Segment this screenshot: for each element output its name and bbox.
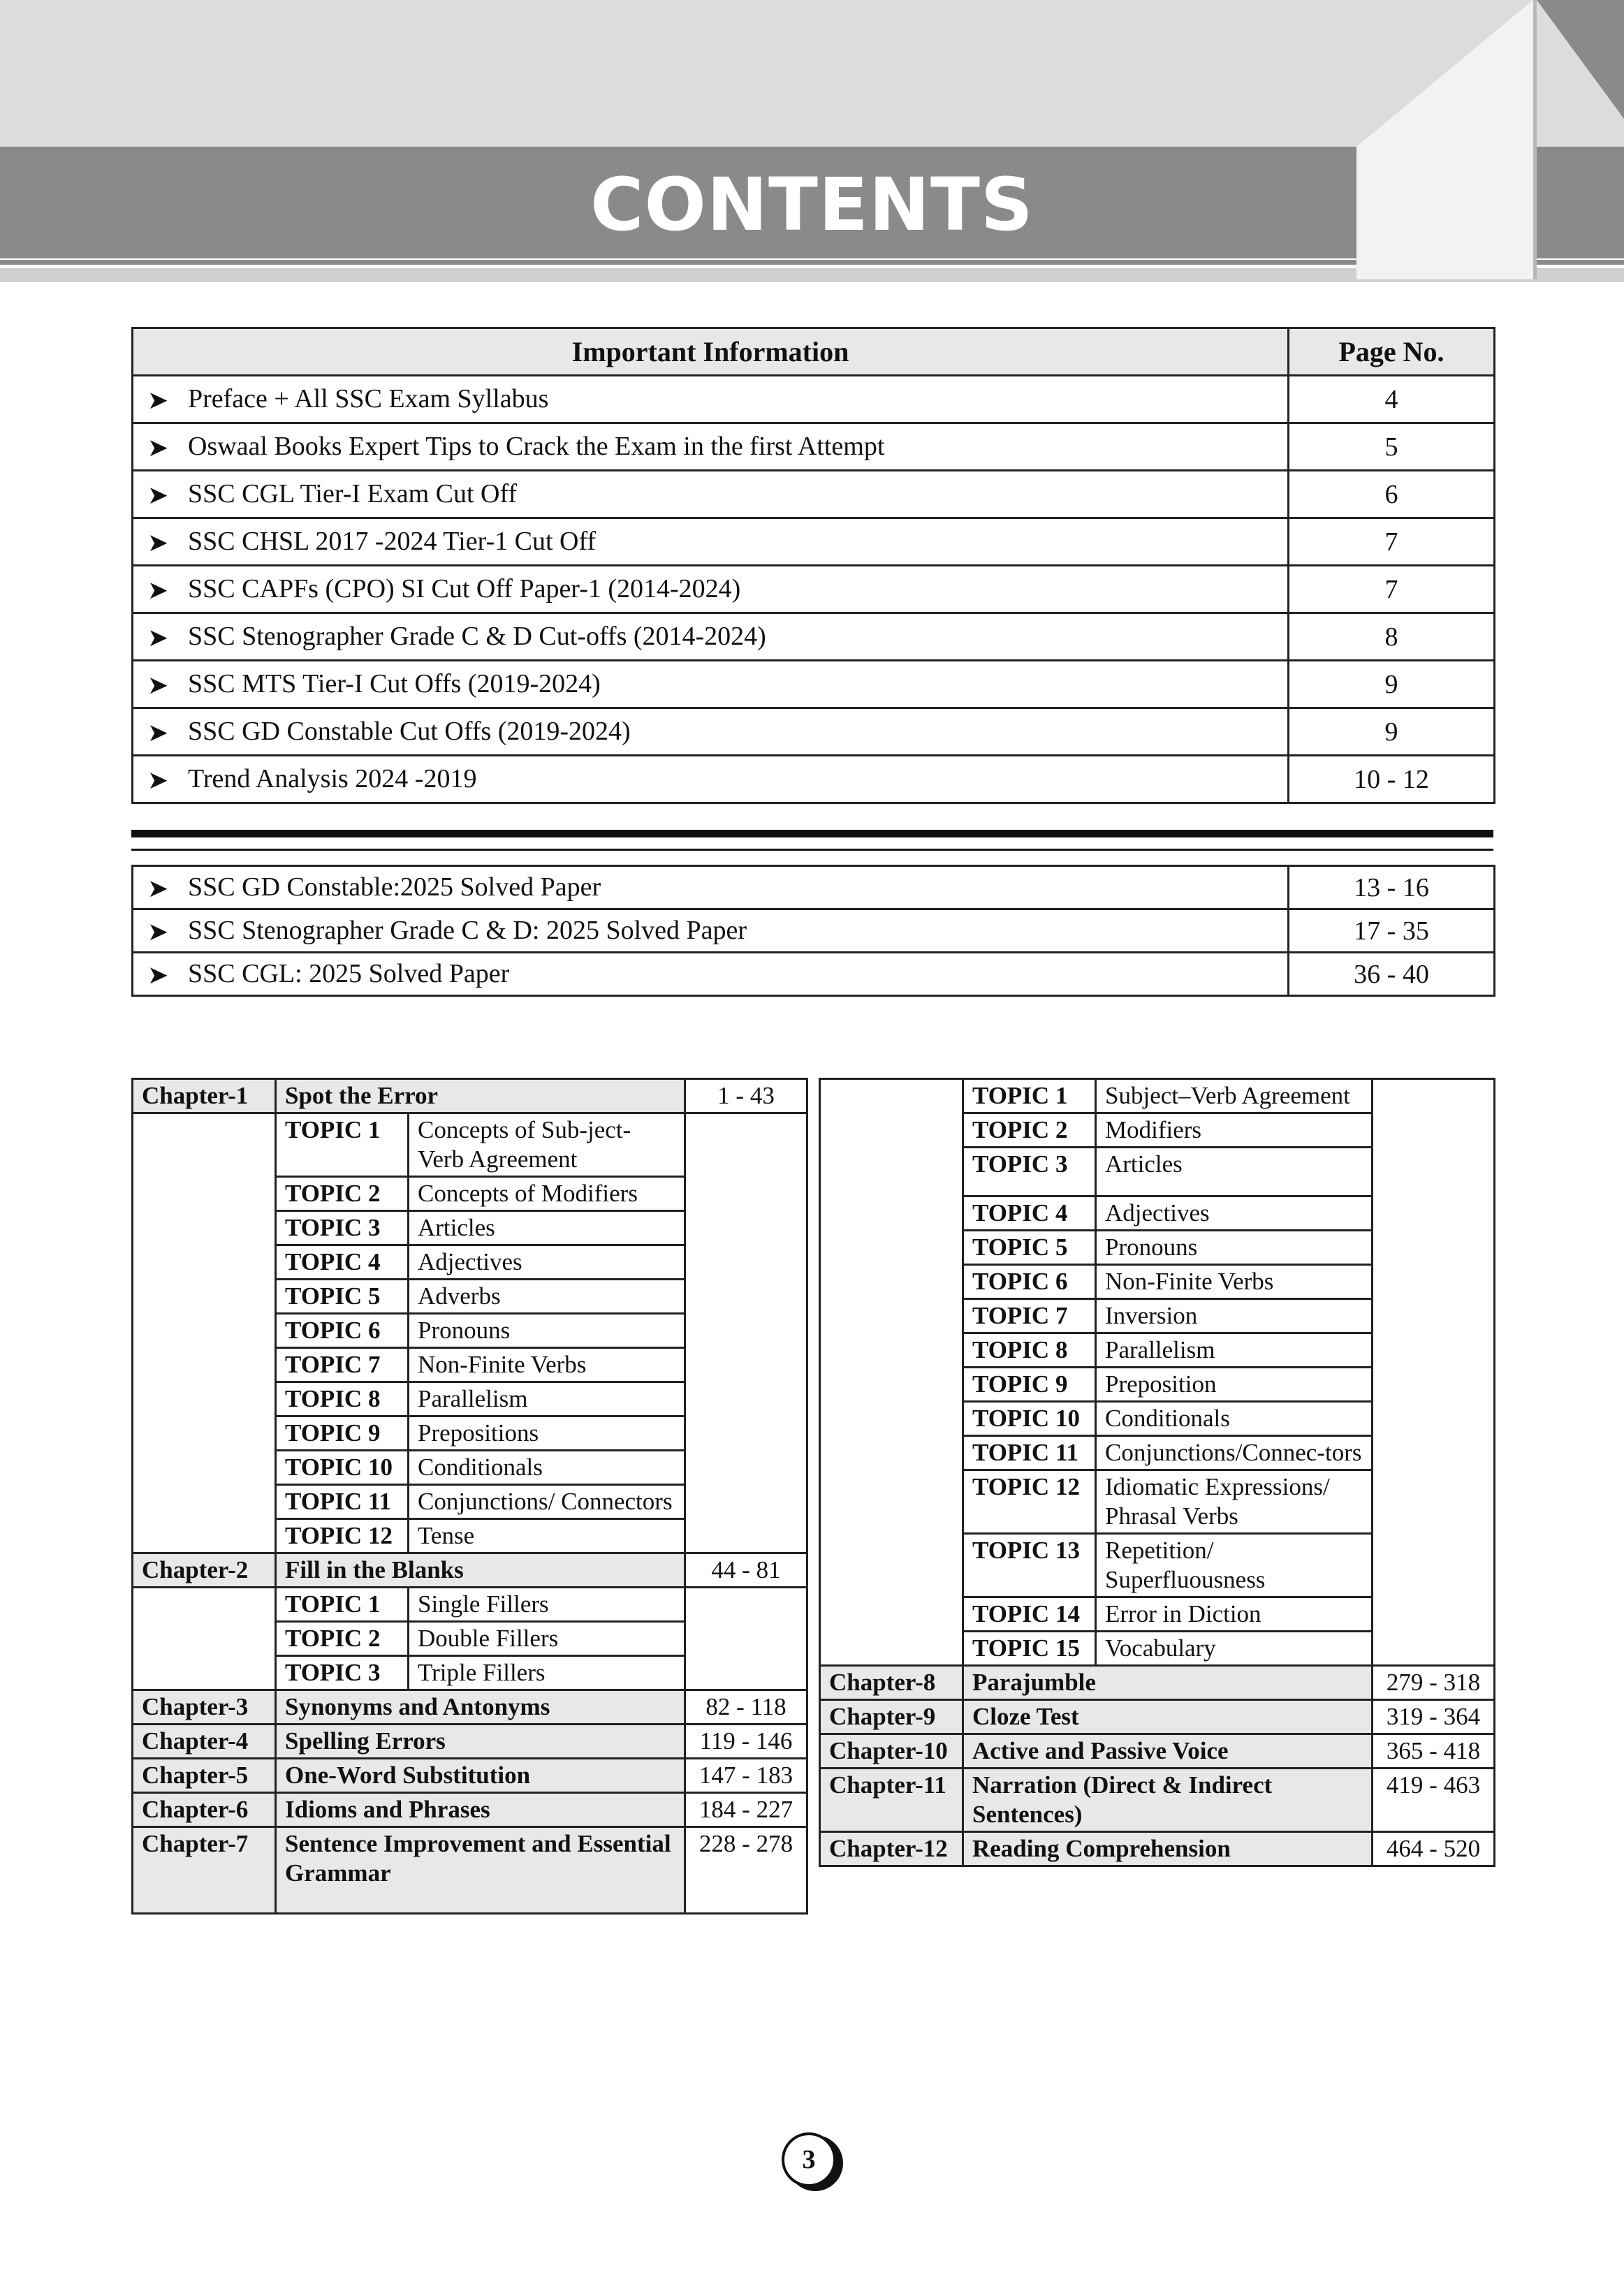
entry-page: 36 - 40 [1289,953,1495,996]
chapter-row [820,1734,1495,1769]
table-row [133,423,1495,471]
table-row [133,953,1495,996]
entry-page: 17 - 35 [1289,909,1495,953]
topic-name: Single Fillers [409,1588,685,1622]
solved-papers-table [131,865,1495,997]
arrowhead-bullet-icon: ➤ [147,671,169,701]
arrowhead-bullet-icon: ➤ [147,874,169,904]
topic-number: TOPIC 9 [276,1416,409,1451]
topic-name: Parallelism [409,1382,685,1416]
chapter-label: Chapter-9 [820,1700,963,1734]
topic-number: TOPIC 10 [276,1451,409,1485]
page-number-badge [782,2132,842,2193]
topic-number: TOPIC 14 [963,1597,1096,1632]
table-row [133,708,1495,756]
entry-page: 7 [1289,566,1495,613]
topic-number: TOPIC 11 [276,1485,409,1519]
topic-row [820,1148,1495,1196]
topic-number: TOPIC 4 [276,1245,409,1280]
chapters-table-left [131,1078,808,1915]
chapter-label: Chapter-4 [133,1725,276,1759]
arrowhead-bullet-icon: ➤ [147,386,169,416]
topic-number: TOPIC 11 [963,1436,1096,1470]
chapter-title: Cloze Test [963,1700,1373,1734]
topic-name: Triple Fillers [409,1656,685,1690]
chapter-title: Spot the Error [276,1079,685,1113]
table-row [133,756,1495,803]
entry-label: Trend Analysis 2024 -2019 [188,763,477,793]
table-row [133,566,1495,613]
topic-name: Adjectives [1096,1196,1373,1231]
topic-name: Adjectives [409,1245,685,1280]
chapter-title: One-Word Substitution [276,1759,685,1793]
chapters-table-right [819,1078,1495,1867]
topic-row [820,1265,1495,1299]
chapter-pages: 82 - 118 [685,1690,807,1725]
chapter-title: Spelling Errors [276,1725,685,1759]
entry-label: SSC MTS Tier-I Cut Offs (2019-2024) [188,668,601,698]
entry-label: SSC GD Constable Cut Offs (2019-2024) [188,716,631,746]
topic-number: TOPIC 7 [276,1348,409,1382]
entry-label: SSC CHSL 2017 -2024 Tier-1 Cut Off [188,526,597,556]
arrowhead-bullet-icon: ➤ [147,576,169,606]
chapter-label: Chapter-5 [133,1759,276,1793]
entry-label: Oswaal Books Expert Tips to Crack the Exam in the first Attempt [188,431,885,461]
topic-row [820,1402,1495,1436]
chapter-row [820,1832,1495,1866]
page-number: 3 [782,2132,836,2187]
topic-row [820,1333,1495,1368]
topic-name: Non-Finite Verbs [1096,1265,1373,1299]
entry-label: Preface + All SSC Exam Syllabus [188,383,549,413]
chapter-label: Chapter-3 [133,1690,276,1725]
topic-number: TOPIC 6 [963,1265,1096,1299]
entry-label: SSC Stenographer Grade C & D: 2025 Solved Paper [188,915,747,945]
topic-name: Modifiers [1096,1113,1373,1148]
topic-name: Pronouns [409,1314,685,1348]
topic-name: Articles [1096,1148,1373,1196]
table-row [133,661,1495,708]
topic-number: TOPIC 5 [963,1231,1096,1265]
topic-row [133,1211,807,1245]
chapter-pages: 1 - 43 [685,1079,807,1113]
arrowhead-bullet-icon: ➤ [147,766,169,796]
divider-thin [131,849,1493,851]
chapter-title: Parajumble [963,1666,1373,1700]
chapter-row [133,1079,807,1113]
entry-page: 6 [1289,471,1495,518]
table-row [133,613,1495,661]
important-information-table [131,327,1495,804]
chapter-row [133,1725,807,1759]
topic-number: TOPIC 12 [276,1519,409,1553]
topic-number: TOPIC 3 [276,1211,409,1245]
chapter-row [133,1553,807,1588]
topic-name: Concepts of Modifiers [409,1177,685,1211]
topic-name: Articles [409,1211,685,1245]
entry-label: SSC CAPFs (CPO) SI Cut Off Paper-1 (2014-2024) [188,573,741,603]
topic-name: Parallelism [1096,1333,1373,1368]
chapter-row [133,1793,807,1827]
chapter-pages: 464 - 520 [1373,1832,1495,1866]
chapter-label: Chapter-7 [133,1827,276,1914]
topic-row [133,1588,807,1622]
chapter-title: Fill in the Blanks [276,1553,685,1588]
entry-label: SSC CGL Tier-I Exam Cut Off [188,478,518,508]
table-header-row [133,328,1495,376]
topic-number: TOPIC 7 [963,1299,1096,1333]
entry-page: 4 [1289,376,1495,423]
chapter-row [133,1759,807,1793]
chapter-pages: 228 - 278 [685,1827,807,1914]
entry-label: SSC CGL: 2025 Solved Paper [188,958,510,988]
topic-number: TOPIC 2 [276,1622,409,1656]
arrowhead-bullet-icon: ➤ [147,529,169,558]
chapter-pages: 319 - 364 [1373,1700,1495,1734]
topic-row [133,1348,807,1382]
topic-number: TOPIC 5 [276,1280,409,1314]
arrowhead-bullet-icon: ➤ [147,481,169,511]
chapter-title: Reading Comprehension [963,1832,1373,1866]
topic-number: TOPIC 1 [963,1079,1096,1113]
topic-name: Conditionals [1096,1402,1373,1436]
topic-row [133,1416,807,1451]
topic-name: Conjunctions/ Connectors [409,1485,685,1519]
topic-number: TOPIC 3 [276,1656,409,1690]
topic-row [133,1280,807,1314]
divider-thick [131,830,1493,837]
topic-row [133,1382,807,1416]
topic-name: Inversion [1096,1299,1373,1333]
chapter-row [133,1690,807,1725]
chapter-title: Sentence Improvement and Essential Grammar [276,1827,685,1914]
topic-name: Repetition/ Superfluousness [1096,1534,1373,1597]
topic-row [820,1299,1495,1333]
entry-page: 10 - 12 [1289,756,1495,803]
topic-row [820,1079,1495,1113]
chapter-label: Chapter-8 [820,1666,963,1700]
topic-name: Error in Diction [1096,1597,1373,1632]
topic-name: Conjunctions/Connec-tors [1096,1436,1373,1470]
topic-row [820,1597,1495,1632]
topic-number: TOPIC 10 [963,1402,1096,1436]
chapter-title: Active and Passive Voice [963,1734,1373,1769]
column-header-information: Important Information [133,328,1289,376]
topic-name: Subject–Verb Agreement [1096,1079,1373,1113]
chapter-pages: 147 - 183 [685,1759,807,1793]
arrowhead-bullet-icon: ➤ [147,961,169,990]
arrowhead-bullet-icon: ➤ [147,624,169,653]
chapter-label: Chapter-11 [820,1769,963,1832]
entry-page: 8 [1289,613,1495,661]
topic-number: TOPIC 6 [276,1314,409,1348]
topic-row [133,1245,807,1280]
entry-page: 7 [1289,518,1495,566]
topic-row [820,1470,1495,1534]
table-row [133,518,1495,566]
topic-name: Preposition [1096,1368,1373,1402]
topic-number: TOPIC 9 [963,1368,1096,1402]
arrowhead-bullet-icon: ➤ [147,719,169,748]
topic-row [133,1451,807,1485]
topic-name: Prepositions [409,1416,685,1451]
table-row [133,909,1495,953]
entry-label: SSC GD Constable:2025 Solved Paper [188,872,601,902]
topic-number: TOPIC 4 [963,1196,1096,1231]
topic-number: TOPIC 8 [276,1382,409,1416]
topic-name: Double Fillers [409,1622,685,1656]
chapter-pages: 44 - 81 [685,1553,807,1588]
entry-label: SSC Stenographer Grade C & D Cut-offs (2014-2024) [188,621,766,651]
topic-number: TOPIC 1 [276,1113,409,1177]
topic-row [133,1656,807,1690]
topic-row [820,1231,1495,1265]
topic-number: TOPIC 8 [963,1333,1096,1368]
chapter-pages: 119 - 146 [685,1725,807,1759]
chapter-label: Chapter-1 [133,1079,276,1113]
topic-name: Concepts of Sub-ject-Verb Agreement [409,1113,685,1177]
chapter-title: Synonyms and Antonyms [276,1690,685,1725]
topic-row [133,1177,807,1211]
topic-row [820,1436,1495,1470]
chapter-title: Idioms and Phrases [276,1793,685,1827]
chapter-row [820,1700,1495,1734]
entry-page: 13 - 16 [1289,866,1495,909]
topic-row [820,1196,1495,1231]
chapter-label: Chapter-10 [820,1734,963,1769]
topic-name: Conditionals [409,1451,685,1485]
topic-number: TOPIC 2 [276,1177,409,1211]
topic-row [820,1368,1495,1402]
entry-page: 9 [1289,708,1495,756]
topic-name: Pronouns [1096,1231,1373,1265]
table-row [133,471,1495,518]
topic-row [133,1622,807,1656]
table-row [133,866,1495,909]
topic-row [133,1519,807,1553]
chapter-pages: 365 - 418 [1373,1734,1495,1769]
topic-number: TOPIC 3 [963,1148,1096,1196]
chapter-pages: 419 - 463 [1373,1769,1495,1832]
chapter-pages: 279 - 318 [1373,1666,1495,1700]
entry-page: 5 [1289,423,1495,471]
table-row [133,376,1495,423]
topic-name: Tense [409,1519,685,1553]
entry-page: 9 [1289,661,1495,708]
topic-number: TOPIC 15 [963,1632,1096,1666]
chapter-label: Chapter-12 [820,1832,963,1866]
chapter-title: Narration (Direct & Indirect Sentences) [963,1769,1373,1832]
chapter-pages: 184 - 227 [685,1793,807,1827]
topic-row [820,1632,1495,1666]
topic-name: Non-Finite Verbs [409,1348,685,1382]
chapter-row [820,1769,1495,1832]
chapter-row [820,1666,1495,1700]
topic-number: TOPIC 1 [276,1588,409,1622]
topic-number: TOPIC 2 [963,1113,1096,1148]
topic-name: Idiomatic Expressions/ Phrasal Verbs [1096,1470,1373,1534]
chapter-label: Chapter-6 [133,1793,276,1827]
topic-row [133,1485,807,1519]
topic-row [820,1534,1495,1597]
arrowhead-bullet-icon: ➤ [147,918,169,947]
topic-name: Vocabulary [1096,1632,1373,1666]
topic-number: TOPIC 12 [963,1470,1096,1534]
topic-row [133,1314,807,1348]
arrowhead-bullet-icon: ➤ [147,434,169,463]
chapter-label: Chapter-2 [133,1553,276,1588]
topic-row [133,1113,807,1177]
topic-row [820,1113,1495,1148]
topic-name: Adverbs [409,1280,685,1314]
chapter-row [133,1827,807,1914]
topic-number: TOPIC 13 [963,1534,1096,1597]
page-title: CONTENTS [590,162,1034,247]
column-header-page: Page No. [1289,328,1495,376]
